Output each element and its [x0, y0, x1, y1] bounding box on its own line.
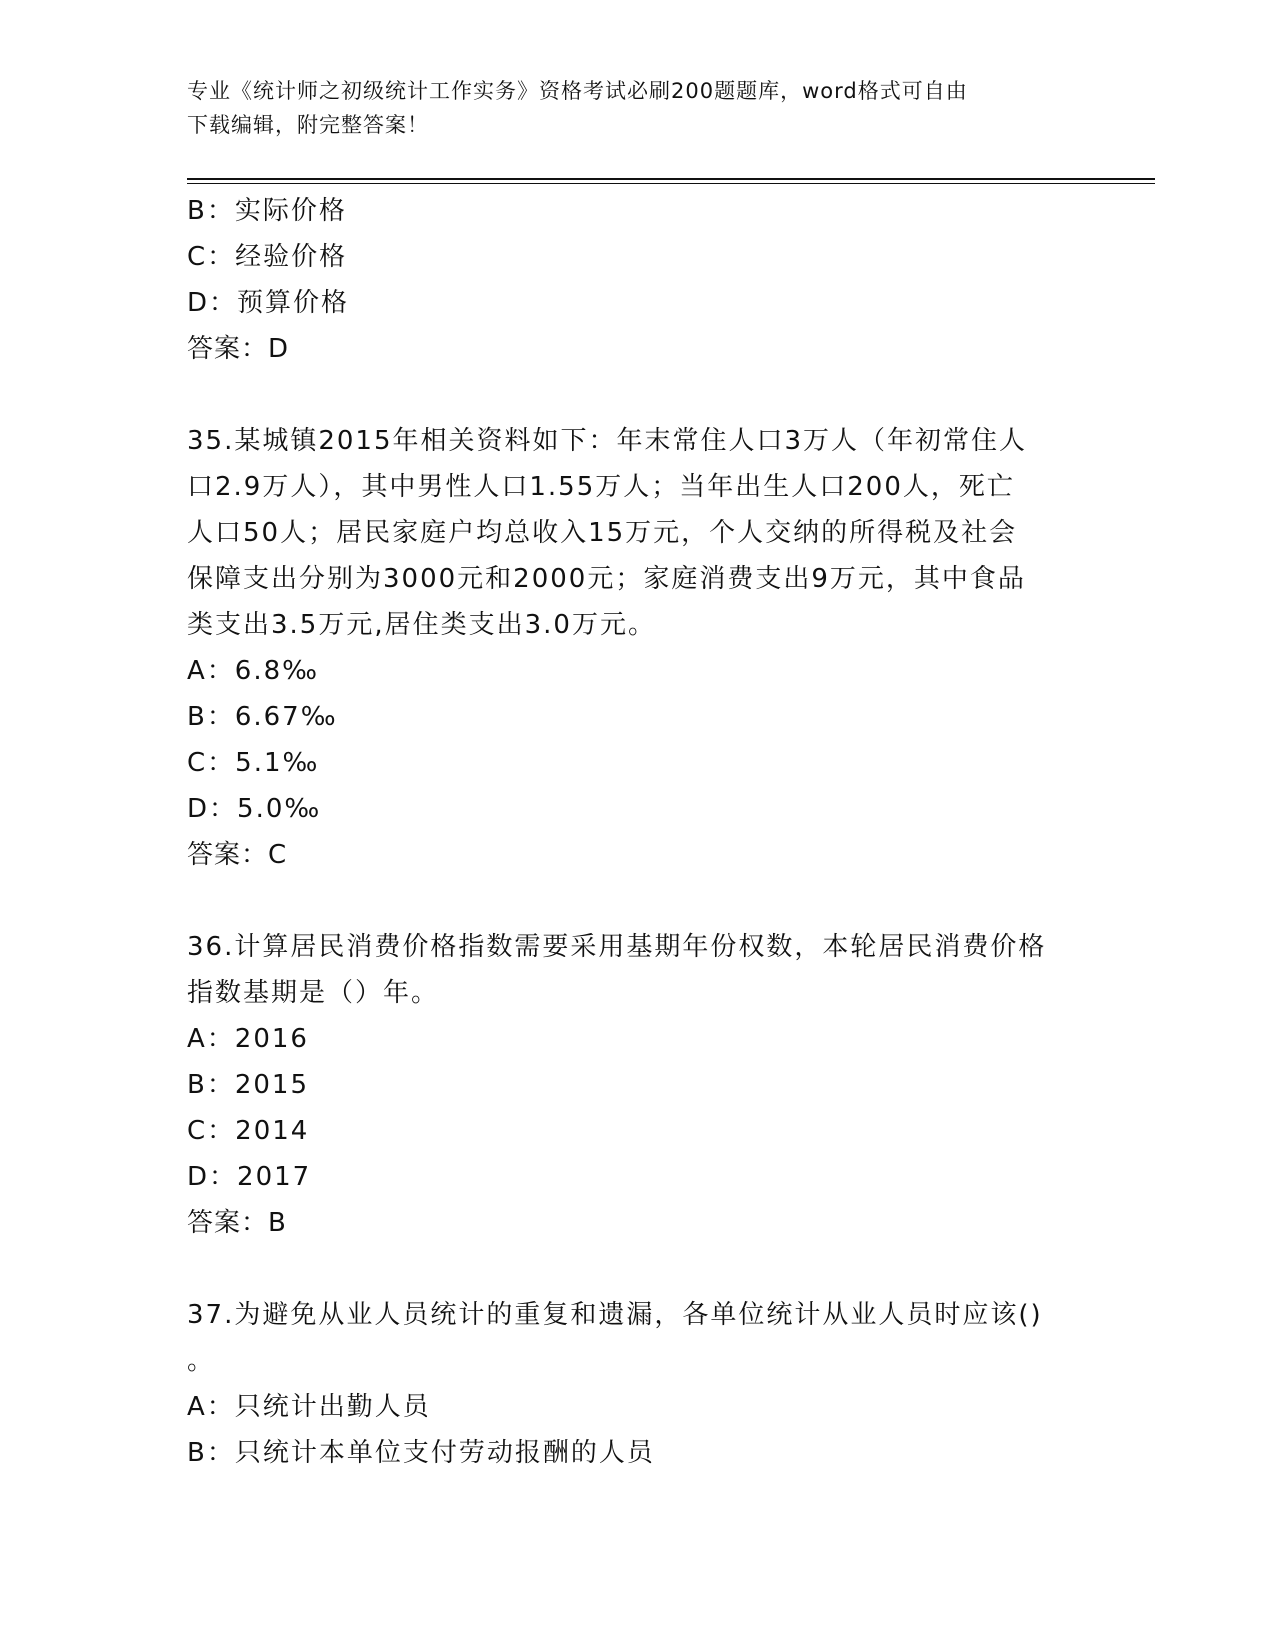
option-c: C：2014 [187, 1116, 310, 1146]
question-stem-line: 。 [187, 1346, 216, 1376]
option-d: D：预算价格 [187, 288, 350, 318]
option-b: B：2015 [187, 1070, 310, 1100]
option-a: A：只统计出勤人员 [187, 1392, 431, 1422]
header-divider-thin [187, 183, 1155, 184]
question-stem-line: 类支出3.5万元,居住类支出3.0万元。 [187, 610, 656, 640]
spacer [187, 878, 1087, 924]
option-b: B：6.67‰ [187, 702, 338, 732]
option-b: B：实际价格 [187, 196, 347, 226]
option-d: D：2017 [187, 1162, 312, 1192]
answer-line: 答案：D [187, 334, 290, 364]
question-stem-line: 指数基期是（）年。 [187, 978, 440, 1008]
spacer [187, 372, 1087, 418]
question-35 [187, 418, 1087, 878]
question-stem-line: 36.计算居民消费价格指数需要采用基期年份权数，本轮居民消费价格 [187, 932, 1047, 962]
answer-line: 答案：B [187, 1208, 287, 1238]
option-a: A：6.8‰ [187, 656, 320, 686]
question-36 [187, 924, 1087, 1246]
question-list [187, 188, 1087, 1476]
question-34 [187, 188, 1087, 372]
header-divider-thick [187, 178, 1155, 180]
question-stem-line: 人口50人；居民家庭户均总收入15万元，个人交纳的所得税及社会 [187, 518, 1018, 548]
header-line-2: 下载编辑，附完整答案！ [187, 113, 429, 137]
option-d: D：5.0‰ [187, 794, 322, 824]
option-a: A：2016 [187, 1024, 309, 1054]
question-stem-line: 37.为避免从业人员统计的重复和遗漏，各单位统计从业人员时应该() [187, 1300, 1043, 1330]
option-c: C：5.1‰ [187, 748, 320, 778]
question-stem-line: 口2.9万人），其中男性人口1.55万人；当年出生人口200人，死亡 [187, 472, 1015, 502]
spacer [187, 1246, 1087, 1292]
question-37 [187, 1292, 1087, 1476]
option-b: B：只统计本单位支付劳动报酬的人员 [187, 1438, 655, 1468]
header-line-1: 专业《统计师之初级统计工作实务》资格考试必刷200题题库，word格式可自由 [187, 79, 968, 103]
document-header [187, 74, 1087, 142]
question-stem-line: 保障支出分别为3000元和2000元；家庭消费支出9万元，其中食品 [187, 564, 1026, 594]
answer-line: 答案：C [187, 840, 288, 870]
option-c: C：经验价格 [187, 242, 348, 272]
question-stem-line: 35.某城镇2015年相关资料如下：年末常住人口3万人（年初常住人 [187, 426, 1028, 456]
